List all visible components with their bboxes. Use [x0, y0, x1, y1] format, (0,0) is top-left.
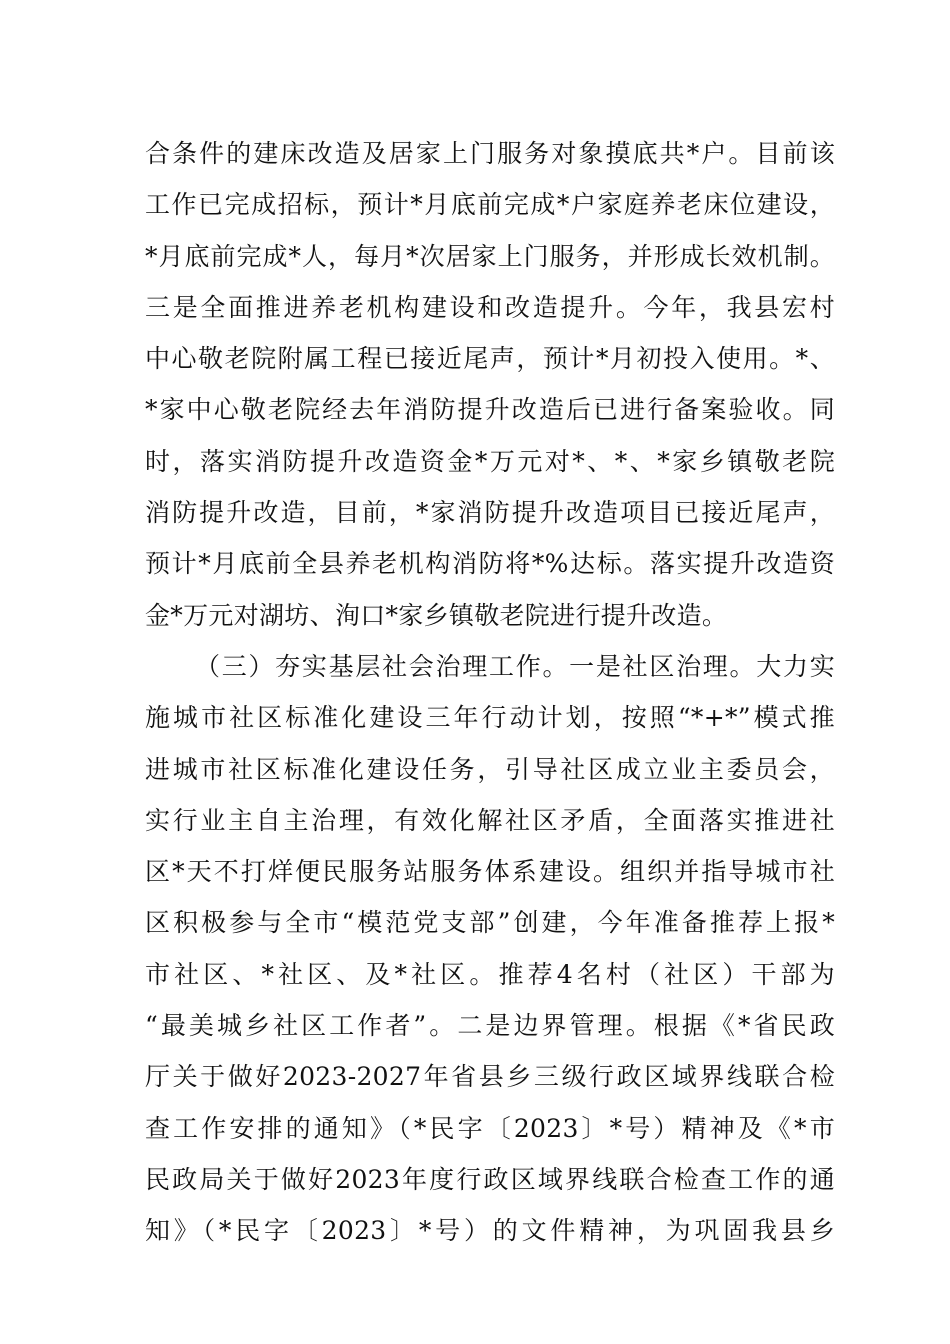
text-line: 金*万元对湖坊、洵口*家乡镇敬老院进行提升改造。: [145, 600, 728, 630]
text-line: 工作已完成招标，预计*月底前完成*户家庭养老床位建设，: [145, 190, 835, 220]
text-line: 施城市社区标准化建设三年行动计划，按照“*+*”模式推: [145, 703, 835, 733]
text-line: 查工作安排的通知》（*民字〔2023〕*号）精神及《*市: [145, 1113, 835, 1143]
text-line: 预计*月底前全县养老机构消防将*%达标。落实提升改造资: [145, 549, 835, 579]
text-line: 三是全面推进养老机构建设和改造提升。今年，我县宏村: [145, 292, 835, 322]
body-text: [145, 128, 835, 1257]
text-line: 进城市社区标准化建设任务，引导社区成立业主委员会，: [145, 754, 835, 784]
text-line: 时，落实消防提升改造资金*万元对*、*、*家乡镇敬老院: [145, 446, 835, 476]
text-line: 消防提升改造，目前，*家消防提升改造项目已接近尾声，: [145, 498, 835, 528]
text-line: 实行业主自主治理，有效化解社区矛盾，全面落实推进社: [145, 805, 835, 835]
text-line: （三）夯实基层社会治理工作。一是社区治理。大力实: [195, 651, 835, 681]
text-line: 厅关于做好2023-2027年省县乡三级行政区域界线联合检: [145, 1062, 835, 1092]
text-line: 区*天不打烊便民服务站服务体系建设。组织并指导城市社: [145, 857, 835, 887]
text-line: 民政局关于做好2023年度行政区域界线联合检查工作的通: [145, 1164, 835, 1194]
text-line: 市社区、*社区、及*社区。推荐4名村（社区）干部为: [145, 959, 835, 989]
text-line: *月底前完成*人，每月*次居家上门服务，并形成长效机制。: [145, 241, 835, 271]
text-line: 知》（*民字〔2023〕*号）的文件精神，为巩固我县乡: [145, 1216, 835, 1246]
text-line: 中心敬老院附属工程已接近尾声，预计*月初投入使用。*、: [145, 344, 835, 374]
text-line: *家中心敬老院经去年消防提升改造后已进行备案验收。同: [145, 395, 835, 425]
text-line: 区积极参与全市“模范党支部”创建，今年准备推荐上报*: [145, 908, 835, 938]
text-line: “最美城乡社区工作者”。二是边界管理。根据《*省民政: [145, 1011, 835, 1041]
text-line: 合条件的建床改造及居家上门服务对象摸底共*户。目前该: [145, 139, 835, 168]
